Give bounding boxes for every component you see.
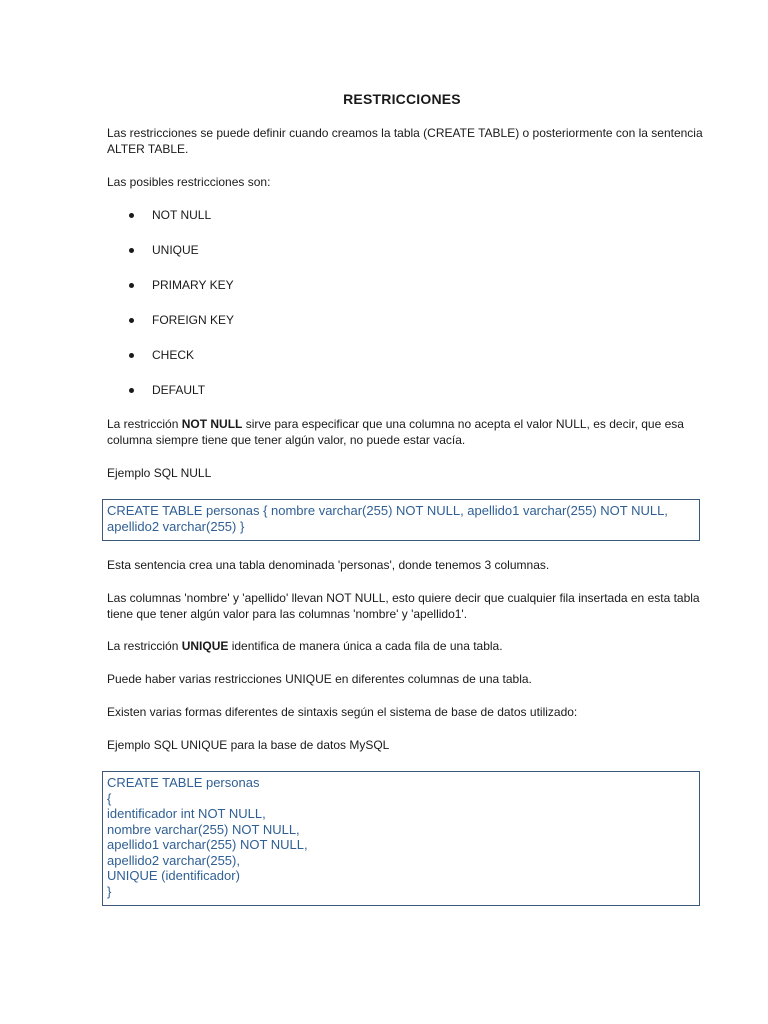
code-line: apellido1 varchar(255) NOT NULL, <box>107 837 308 852</box>
page-title: RESTRICCIONES <box>343 91 461 107</box>
example-unique-heading: Ejemplo SQL UNIQUE para la base de datos MySQL <box>107 738 390 752</box>
sentence-description: Esta sentencia crea una tabla denominada 'personas', donde tenemos 3 columnas. <box>107 558 550 572</box>
intro-paragraph: Las restricciones se puede definir cuando creamos la tabla (CREATE TABLE) o posteriormente con la sentencia ALTER TABLE. <box>107 126 703 156</box>
code-block-null <box>102 499 700 541</box>
code-line: nombre varchar(255) NOT NULL, <box>107 821 300 837</box>
bullet-icon <box>129 388 134 393</box>
not-null-paragraph: La restricción NOT NULL sirve para especificar que una columna no acepta el valor NULL, es decir, que esa columna siempre tiene que tener algún valor, no puede estar vacía. <box>107 417 684 447</box>
code-line: CREATE TABLE personas <box>107 775 260 790</box>
code-line: apellido2 varchar(255), <box>107 852 240 868</box>
possible-restrictions-text: Las posibles restricciones son: <box>107 175 271 189</box>
unique-paragraph: La restricción UNIQUE identifica de manera única a cada fila de una tabla. <box>107 639 503 653</box>
not-null-term: NOT NULL <box>181 417 243 431</box>
bullet-icon <box>129 353 134 358</box>
columns-description: Las columnas 'nombre' y 'apellido' llevan NOT NULL, esto quiere decir que cualquier fila insertada en esta tabla tiene que tener algún valor para las columnas 'nombre' y 'apellido1'. <box>107 591 700 621</box>
code-line: UNIQUE (identificador) <box>107 868 240 883</box>
code-block-unique <box>102 771 700 906</box>
unique-multiple-text: Puede haber varias restricciones UNIQUE en diferentes columnas de una tabla. <box>107 672 532 686</box>
example-null-heading: Ejemplo SQL NULL <box>107 466 212 480</box>
code-line: CREATE TABLE personas { nombre varchar(255) NOT NULL, apellido1 varchar(255) NOT NULL, apellido2 varchar(255) } <box>107 503 672 534</box>
document-page: RESTRICCIONES Las restricciones se puede definir cuando creamos la tabla (CREATE TABLE) o posteriormente con la sentencia ALTER TABLE. Las posibles restricciones son: NOT NULL UNIQUE PRIMARY KEY FOREIGN KEY CHECK DEFAULT La restricción NOT NULL sirve para especificar que una columna no acepta el valor NULL, es decir, que esa columna siempre tiene que tener algún valor, no puede estar vacía. Ejemplo SQL NULL CREATE TABLE personas { nombre varchar(255) NOT NULL, apellido1 varchar(255) NOT NULL, apellido2 varchar(255) } Esta sentencia crea una tabla denominada 'personas', donde tenemos 3 columnas. Las columnas 'nombre' y 'apellido' llevan NOT NULL, esto quiere decir que cualquier fila insertada en esta tabla tiene que tener algún valor para las columnas 'nombre' y 'apellido1'. La restricción UNIQUE identifica de manera única a cada fila de una tabla. Puede haber varias restricciones UNIQUE en diferentes columnas de una tabla. Existen varias formas diferentes de sintaxis según el sistema de base de datos utilizado: Ejemplo SQL UNIQUE para la base de datos MySQL CREATE TABLE personas { identificador int NOT NULL, nombre varchar(255) NOT NULL, apellido1 varchar(255) NOT NULL, apellido2 varchar(255), UNIQUE (identificador) } <box>0 0 768 1024</box>
bullet-icon <box>129 318 134 323</box>
bullet-icon <box>129 213 134 218</box>
code-line: { <box>107 790 112 806</box>
bullet-icon <box>129 248 134 253</box>
syntax-forms-text: Existen varias formas diferentes de sintaxis según el sistema de base de datos utilizado: <box>107 705 578 719</box>
code-line: } <box>107 883 112 899</box>
code-line: identificador int NOT NULL, <box>107 806 266 821</box>
unique-term: UNIQUE <box>181 639 229 653</box>
bullet-icon <box>129 283 134 288</box>
